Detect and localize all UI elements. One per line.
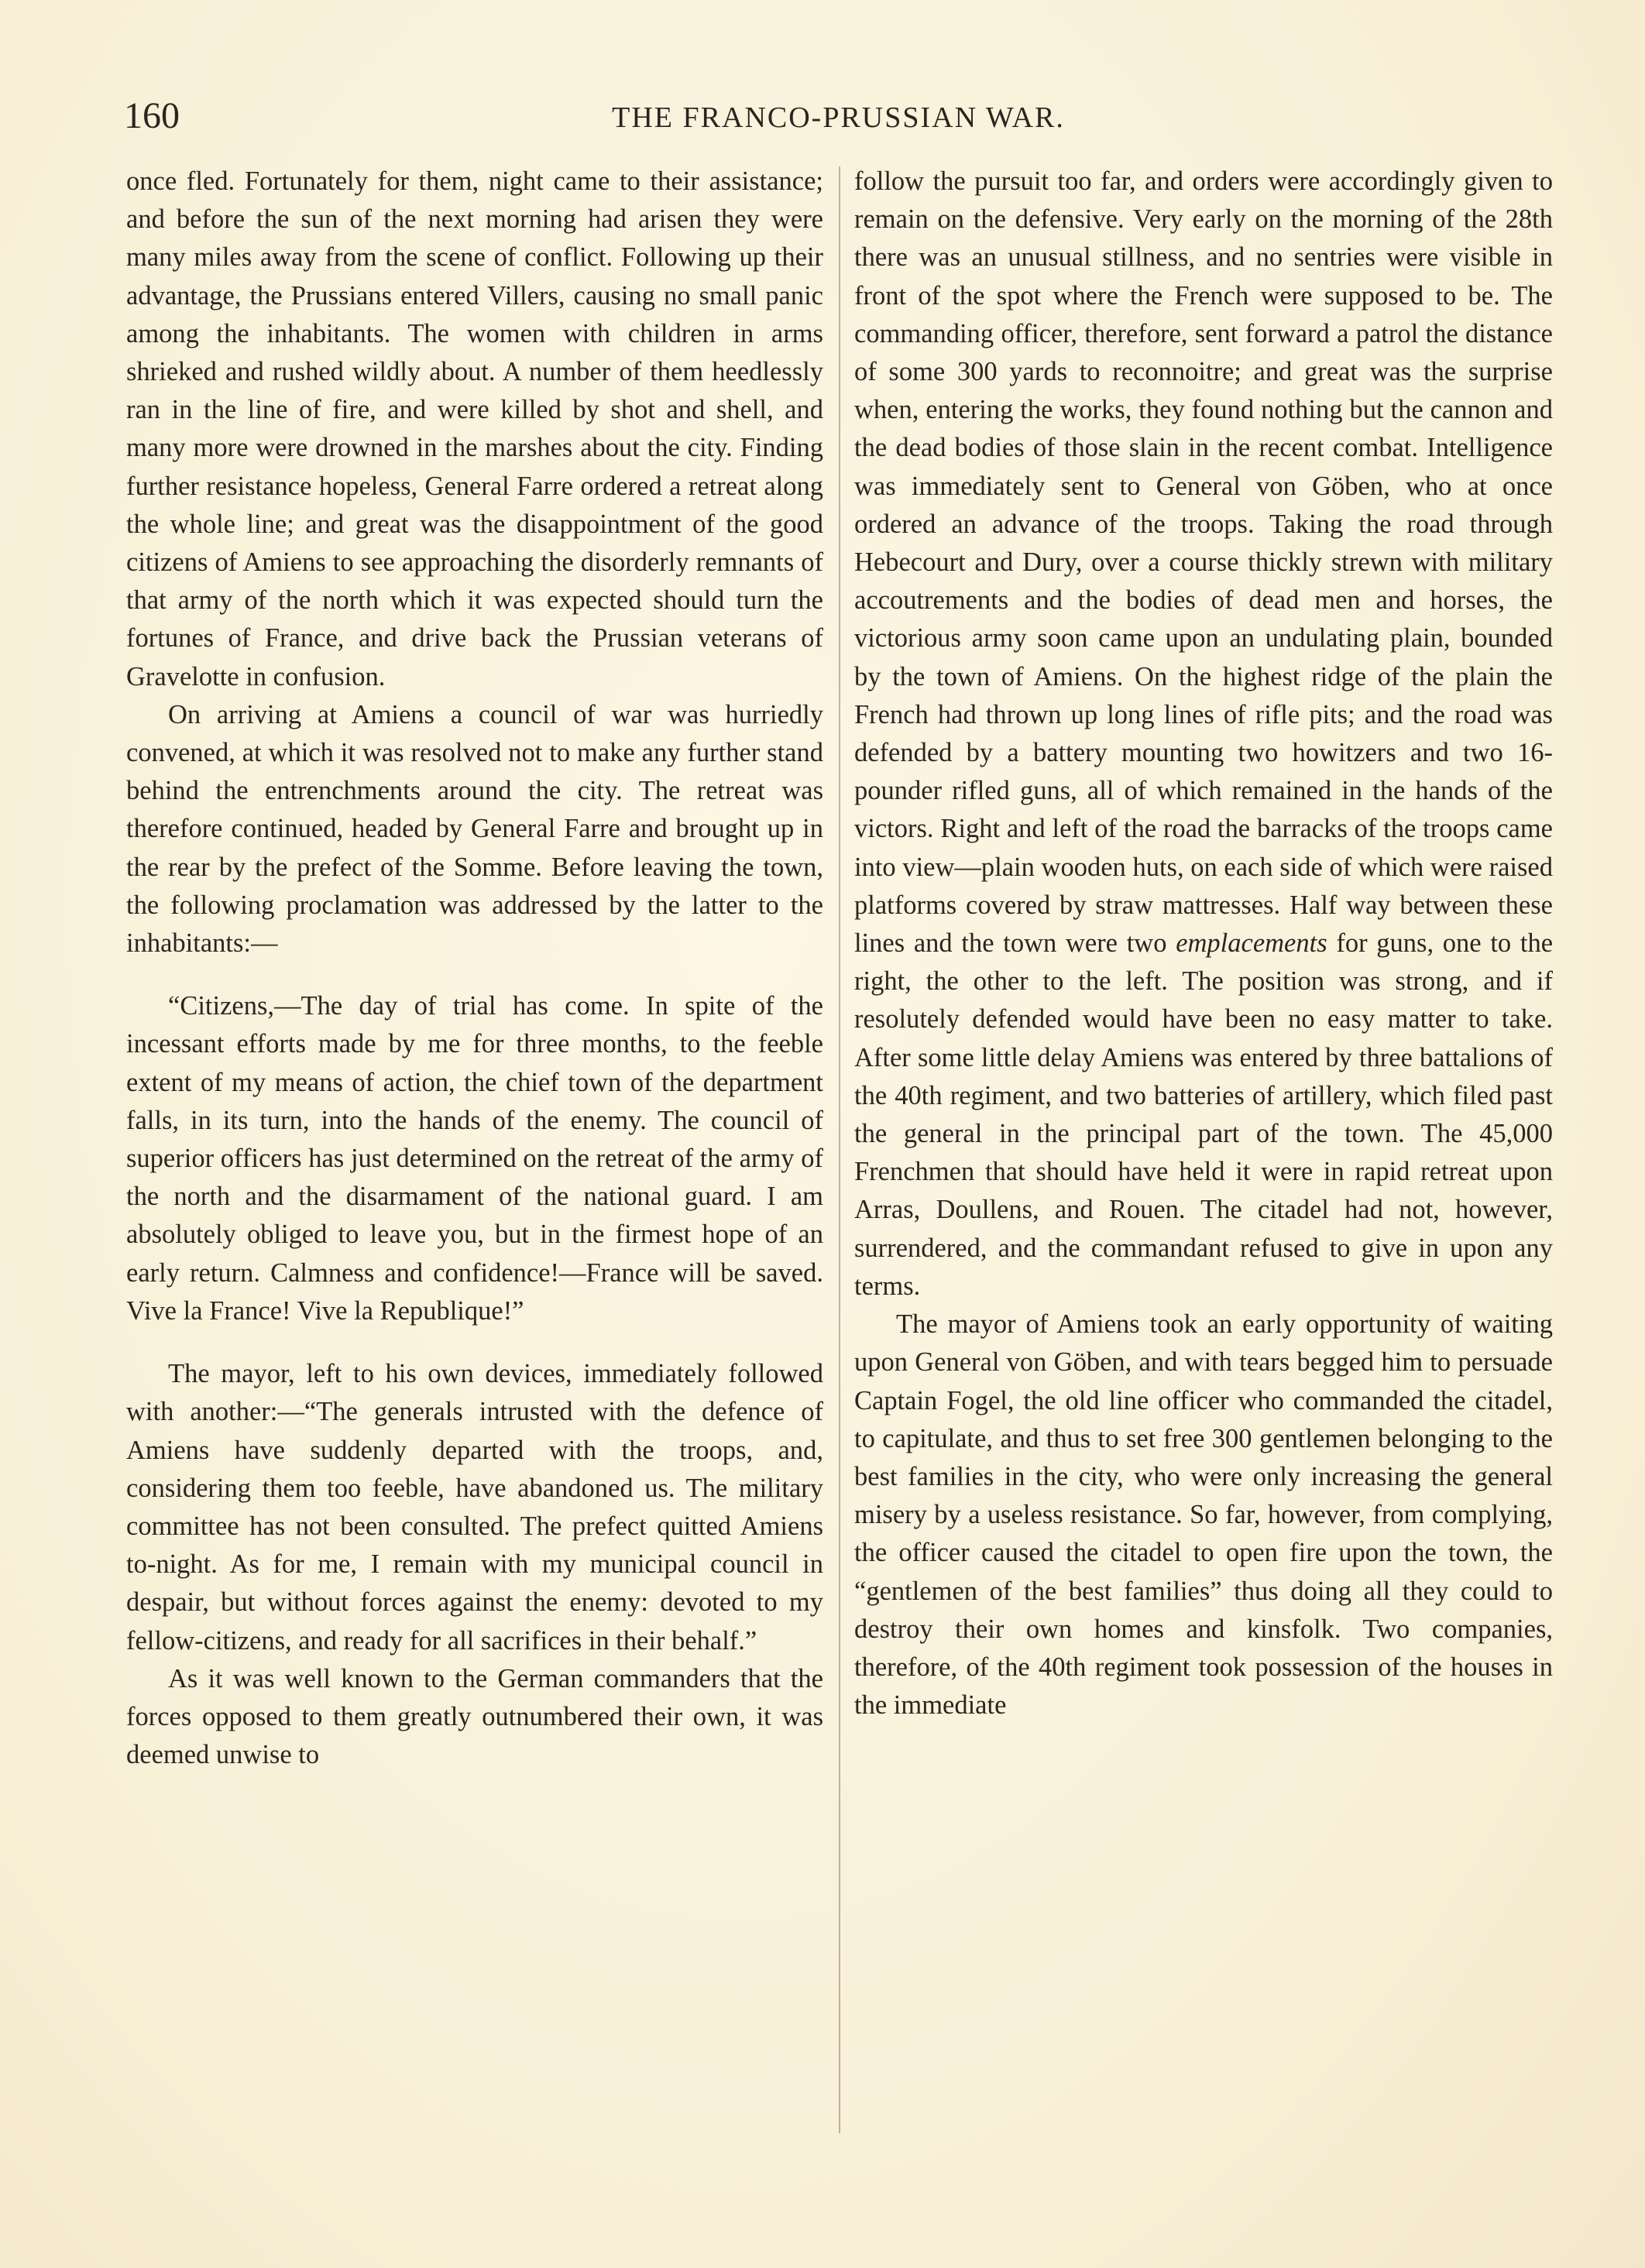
page-number: 160 (124, 95, 180, 136)
left-column (126, 163, 823, 2145)
page-header (124, 93, 1553, 139)
text-segment: for guns, one to the right, the other to the left. The position was strong, and if resolutely defended would have been no easy matter to take. After some little delay Amiens was entered by three battalions of the 40th regiment, and two batteries of artillery, which filed past the general in the principal part of the town. The 45,000 Frenchmen that should have held it were in rapid retreat upon Arras, Doullens, and Rouen. The citadel had not, however, surrendered, and the commandant refused to give in upon any terms. (854, 928, 1554, 1301)
paragraph-pursuit (854, 163, 1553, 1306)
paragraph-council-of-war: On arriving at Amiens a council of war was hurriedly convened, at which it was resolved not to make any further stand behind the entrenchments around the city. The retreat was therefore continued, headed by General Farre and brought up in the rear by the prefect of the Somme. Before leaving the town, the following proclamation was addressed by the latter to the inhabitants:— (126, 699, 823, 959)
right-column (854, 163, 1553, 2145)
column-divider (839, 166, 840, 2133)
paragraph-prefect-proclamation: “Citizens,—The day of trial has come. In spite of the incessant efforts made by me for three months, to the feeble extent of my means of action, the chief town of the department falls, in its turn, into the hands of the enemy. The council of superior officers has just determined on the retreat of the army of the north and the disarmament of the national guard. I am absolutely obliged to leave you, but in the firmest hope of an early return. Calmness and confidence!—France will be saved. Vive la France! Vive la Republique!” (126, 991, 823, 1326)
paragraph-mayor-of-amiens: The mayor of Amiens took an early opportunity of waiting upon General von Göben, and with tears begged him to persuade Captain Fogel, the old line officer who commanded the citadel, to capitulate, and thus to set free 300 gentlemen belonging to the best families in the city, who were only increasing the general misery by a useless resistance. So far, however, from complying, the officer caused the citadel to open fire upon the town, the “gentlemen of the best families” thus doing all they could to destroy their own homes and kinsfolk. Two companies, therefore, of the 40th regiment took possession of the houses in the immediate (854, 1309, 1553, 1721)
italic-term: emplacements (1176, 928, 1327, 959)
running-title: THE FRANCO-PRUSSIAN WAR. (612, 101, 1065, 134)
paragraph-german-commanders: As it was well known to the German commanders that the forces opposed to them greatly outnumbered their own, it was deemed unwise to (126, 1663, 823, 1770)
text-segment: follow the pursuit too far, and orders were accordingly given to remain on the defensive. Very early on the morning of the 28th there was an unusual stillness, and no sentries were visible in front of the spot where the French were supposed to be. The commanding officer, therefore, sent forward a patrol the distance of some 300 yards to reconnoitre; and great was the surprise when, entering the works, they found nothing but the cannon and the dead bodies of those slain in the recent combat. Intelligence was immediately sent to General von Göben, who at once ordered an advance of the troops. Taking the road through Hebecourt and Dury, over a course thickly strewn with military accoutrements and the bodies of dead men and horses, the victorious army soon came upon an undulating plain, bounded by the town of Amiens. On the highest ridge of the plain the French had thrown up long lines of rifle pits; and the road was defended by a battery mounting two howitzers and two 16-pounder rifled guns, all of which remained in the hands of the victors. Right and left of the road the barracks of the troops came into view—plain wooden huts, on each side of which were raised platforms covered by straw mattresses. Half way between these lines and the town were two (854, 166, 1553, 959)
paragraph-continued: once fled. Fortunately for them, night came to their assistance; and before the sun of the next morning had arisen they were many miles away from the scene of conflict. Following up their advantage, the Prussians entered Villers, causing no small panic among the inhabitants. The women with children in arms shrieked and rushed wildly about. A number of them heedlessly ran in the line of fire, and were killed by shot and shell, and many more were drowned in the marshes about the city. Finding further resistance hopeless, General Farre ordered a retreat along the whole line; and great was the disappointment of the good citizens of Amiens to see approaching the disorderly remnants of that army of the north which it was expected should turn the fortunes of France, and drive back the Prussian veterans of Gravelotte in confusion. (126, 166, 823, 691)
paragraph-mayor-proclamation: The mayor, left to his own devices, immediately followed with another:—“The generals intrusted with the defence of Amiens have suddenly departed with the troops, and, considering them too feeble, have abandoned us. The military committee has not been consulted. The prefect quitted Amiens to-night. As for me, I remain with my municipal council in despair, but without forces against the enemy: devoted to my fellow-citizens, and ready for all sacrifices in their behalf.” (126, 1359, 823, 1656)
